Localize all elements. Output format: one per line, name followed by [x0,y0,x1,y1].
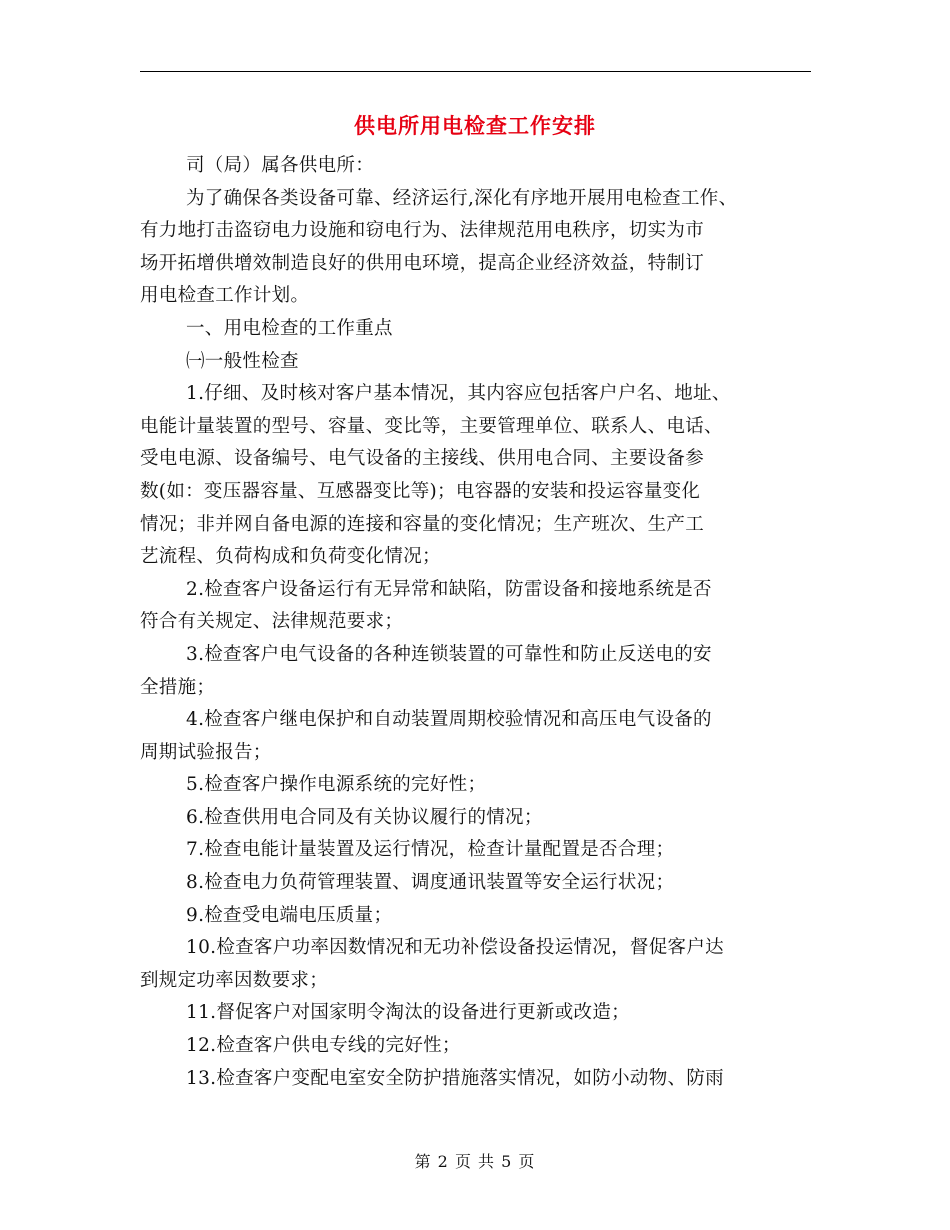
body-line: 1.仔细、及时核对客户基本情况，其内容应包括客户户名、地址、 [186,383,731,405]
body-line: 12.检查客户供电专线的完好性； [186,1035,461,1057]
body-line: 8.检查电力负荷管理装置、调度通讯装置等安全运行状况； [186,872,675,894]
body-line: 符合有关规定、法律规范要求； [140,611,404,633]
body-line: 周期试验报告； [140,741,272,763]
section-heading: 一、用电检查的工作重点 [186,317,393,339]
body-line: 情况；非并网自备电源的连接和容量的变化情况；生产班次、生产工 [140,513,705,535]
body-line: 用电检查工作计划。 [140,285,310,307]
body-line: 司（局）属各供电所： [186,155,375,176]
body-line: 2.检查客户设备运行有无异常和缺陷，防雷设备和接地系统是否 [186,578,712,600]
document-title: 供电所用电检查工作安排 [354,113,596,138]
body-line: 为了确保各类设备可靠、经济运行,深化有序地开展用电检查工作、 [186,187,738,209]
body-line: 电能计量装置的型号、容量、变比等，主要管理单位、联系人、电话、 [140,415,723,437]
body-line: 艺流程、负荷构成和负荷变化情况； [140,546,441,568]
body-line: 场开拓增供增效制造良好的供用电环境，提高企业经济效益，特制订 [140,252,705,274]
body-line: 数(如：变压器容量、互感器变比等)；电容器的安装和投运容量变化 [140,480,701,502]
body-line: 5.检查客户操作电源系统的完好性； [186,774,487,796]
body-line: 4.检查客户继电保护和自动装置周期校验情况和高压电气设备的 [186,709,712,731]
body-line: 13.检查客户变配电室安全防护措施落实情况，如防小动物、防雨 [186,1067,724,1089]
body-line: 3.检查客户电气设备的各种连锁装置的可靠性和防止反送电的安 [186,643,712,665]
body-line: 7.检查电能计量装置及运行情况，检查计量配置是否合理； [186,839,675,861]
header-rule [140,71,811,72]
document-body [140,150,825,1095]
body-line: 10.检查客户功率因数情况和无功补偿设备投运情况，督促客户达 [186,937,724,959]
body-line: 9.检查受电端电压质量； [186,904,393,926]
body-line: 全措施； [140,676,216,698]
body-line: 受电电源、设备编号、电气设备的主接线、供用电合同、主要设备参 [140,448,705,470]
body-line: 11.督促客户对国家明令淘汰的设备进行更新或改造； [186,1002,630,1024]
body-line: 到规定功率因数要求； [140,969,329,991]
body-line: 有力地打击盗窃电力设施和窃电行为、法律规范用电秩序，切实为市 [140,220,705,242]
subsection-heading: ㈠一般性检查 [186,350,299,372]
page-footer: 第 2 页 共 5 页 [414,1152,536,1171]
body-line: 6.检查供用电合同及有关协议履行的情况； [186,806,543,828]
